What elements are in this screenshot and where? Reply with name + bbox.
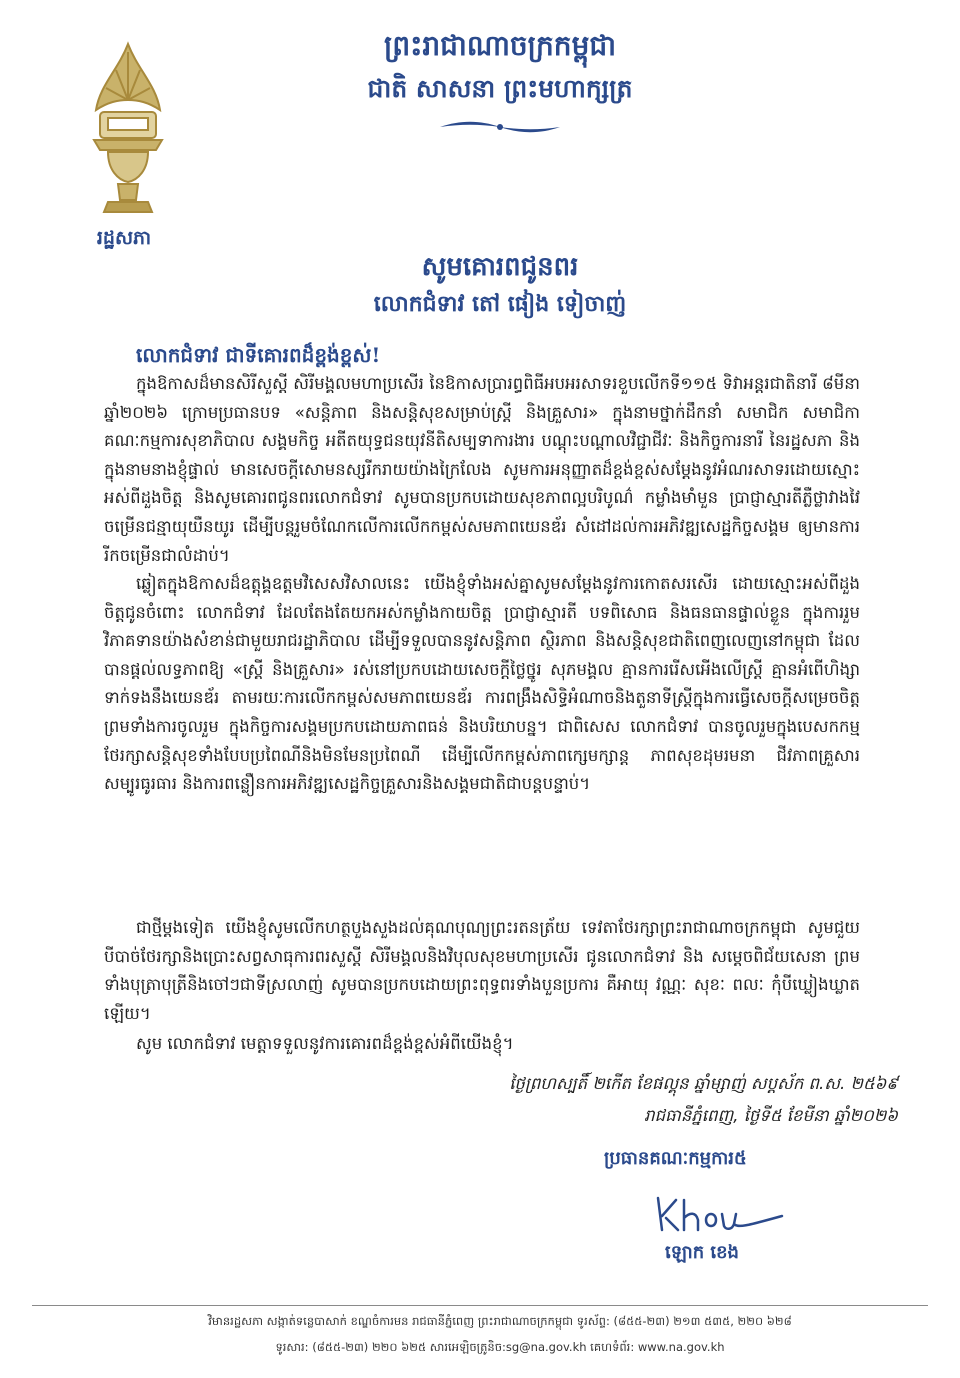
signer-title: ប្រធានគណៈកម្មការ៥ (604, 1148, 747, 1169)
salutation: លោកជំទាវ ជាទីគោរពដ៏ខ្ពង់ខ្ពស់! (136, 343, 381, 367)
signer-name: ឡោក ខេង (665, 1242, 739, 1263)
handwritten-signature (650, 1186, 790, 1246)
nation-motto: ជាតិ សាសនា ព្រះមហាក្សត្រ (367, 74, 633, 103)
footer-contact: ទូរសារ: (៨៥៥-២៣) ២២០ ៦២៥ សារអេឡិចត្រូនិច:sg@na.gov.kh គេហទំព័រ: www.na.gov.kh (275, 1340, 725, 1354)
letter-paragraph-1: ក្នុងឱកាសដ៏មានសិរីសួស្តី សិរីមង្គលមហាប្រសើរ នៃឱកាសប្រារព្ធពិធីអបអរសាទរខួបលើកទី១១៥ ទិវាអន្តរជាតិនារី ៨មីនា ឆ្នាំ២០២៦ ក្រោមប្រធានបទ «សន្តិភាព និងសន្តិសុខសម្រាប់ស្ត្រី និងគ្រួសារ» ក្នុងនាមថ្នាក់ដឹកនាំ សមាជិក សមាជិកា គណៈកម្មការសុខាភិបាល សង្គមកិច្ច អតីតយុទ្ធជនយុវនីតិសម្បទាការងារ បណ្ដុះបណ្ដាលវិជ្ជាជីវៈ និងកិច្ចការនារី នៃរដ្ឋសភា និងក្នុងនាមនាងខ្ញុំផ្ទាល់ មានសេចក្ដីសោមនស្សរីករាយយ៉ាងក្រៃលែង សូមការអនុញ្ញាតដ៏ខ្ពង់ខ្ពស់សម្ដែងនូវអំណរសាទរដោយស្មោះអស់ពីដួងចិត្ត និងសូមគោរពជូនពរលោកជំទាវ សូមបានប្រកបដោយសុខភាពល្អបរិបូណ៌ កម្លាំងមាំមួន ប្រាជ្ញាស្មារតីភ្លឺថ្លាវាងវៃ ចម្រើនជន្មាយុយឺនយូរ ដើម្បីបន្តរួមចំណែកលើការលើកកម្ពស់សមភាពយេនឌ័រ សំដៅដល់ការអភិវឌ្ឍសេដ្ឋកិច្ចសង្គម ឲ្យមានការរីកចម្រើនជាលំដាប់។ (104, 374, 860, 565)
footer-address: វិមានរដ្ឋសភា សង្កាត់ទន្លេបាសាក់ ខណ្ឌចំការមន រាជធានីភ្នំពេញ ព្រះរាជាណាចក្រកម្ពុជា ទូរស័ព្ទ: (៨៥៥-២៣) ២១៣ ៥៣៥, ២២០ ៦២៨ (208, 1314, 792, 1328)
lunar-date: ថ្ងៃព្រហស្បតិ៍ ២កើត ខែផល្គុន ឆ្នាំម្សាញ់ សប្តស័ក ព.ស. ២៥៦៩ (509, 1074, 898, 1093)
org-name: រដ្ឋសភា (96, 227, 152, 249)
greeting-title: សូមគោរពជូនពរ (421, 252, 579, 282)
letter-paragraph-2: ឆ្លៀតក្នុងឱកាសដ៏ឧត្តុង្គឧត្តមវិសេសវិសាលនេះ យើងខ្ញុំទាំងអស់គ្នាសូមសម្ដែងនូវការកោតសរសើរ ដោយស្មោះអស់ពីដួងចិត្តជូនចំពោះ លោកជំទាវ ដែលតែងតែយកអស់កម្លាំងកាយចិត្ត ប្រាជ្ញាស្មារតី បទពិសោធ និងធនធានផ្ទាល់ខ្លួន ក្នុងការរួមវិភាគទានយ៉ាងសំខាន់ជាមួយរាជរដ្ឋាភិបាល ដើម្បីទទួលបាននូវសន្តិភាព ស្ថិរភាព និងសន្តិសុខជាតិពេញលេញនៅកម្ពុជា ដែលបានផ្ដល់លទ្ធភាពឱ្យ «ស្ត្រី និងគ្រួសារ» រស់នៅប្រកបដោយសេចក្ដីថ្លៃថ្នូរ សុភមង្គល គ្មានការរើសអើងលើស្ត្រី គ្មានអំពើហិង្សាទាក់ទងនឹងយេនឌ័រ តាមរយៈការលើកកម្ពស់សមភាពយេនឌ័រ ការពង្រឹងសិទ្ធិអំណាចនិងតួនាទីស្ត្រីក្នុងការធ្វើសេចក្ដីសម្រេចចិត្ត ព្រមទាំងការចូលរួម ក្នុងកិច្ចការសង្គមប្រកបដោយភាពធន់ និងបរិយាបន្ន។ ជាពិសេស លោកជំទាវ បានចូលរួមក្នុងបេសកកម្ម ថែរក្សាសន្តិសុខទាំងបែបប្រពៃណីនិងមិនមែនប្រពៃណី ដើម្បីលើកកម្ពស់ភាពក្សេមក្សាន្ត ភាពសុខដុមរមនា ជីវភាពគ្រួសារសម្បូរធូរធារ និងការពន្លឿនការអភិវឌ្ឍសេដ្ឋកិច្ចគ្រួសារនិងសង្គមជាតិជាបន្តបន្ទាប់។ (104, 574, 860, 794)
letter-paragraph-3: ជាថ្មីម្ដងទៀត យើងខ្ញុំសូមលើកហត្ថបួងសួងដល់គុណបុណ្យព្រះរតនត្រ័យ ទេវតាថែរក្សាព្រះរាជាណាចក្រកម្ពុជា សូមជួយបីបាច់ថែរក្សានិងប្រោះសព្វសាធុការពរសួស្ដី សិរីមង្គលនិងវិបុលសុខមហាប្រសើរ ជូនលោកជំទាវ និង សម្ដេចពិជ័យសេនា ព្រមទាំងបុត្រាបុត្រីនិងចៅៗជាទីស្រលាញ់ សូមបានប្រកបដោយព្រះពុទ្ធពរទាំងបួនប្រការ គឺអាយុ វណ្ណៈ សុខៈ ពលៈ កុំបីឃ្លៀងឃ្លាតឡើយ។ (104, 918, 860, 1023)
recipient-name: លោកជំទាវ តៅ ផៀង ទៀចាញ់ (373, 291, 627, 317)
national-assembly-emblem-icon (78, 40, 178, 220)
kingdom-motto: ព្រះរាជាណាចក្រកម្ពុជា (383, 29, 616, 62)
divider-ornament-icon (430, 118, 570, 136)
place-date: រាជធានីភ្នំពេញ, ថ្ងៃទី៥ ខែមីនា ឆ្នាំ២០២៦ (644, 1106, 898, 1125)
footer-divider (32, 1305, 928, 1306)
letter-paragraph-4: សូម លោកជំទាវ មេត្តាទទួលនូវការគោរពដ៏ខ្ពង់ខ្ពស់អំពីយើងខ្ញុំ។ (136, 1034, 514, 1053)
